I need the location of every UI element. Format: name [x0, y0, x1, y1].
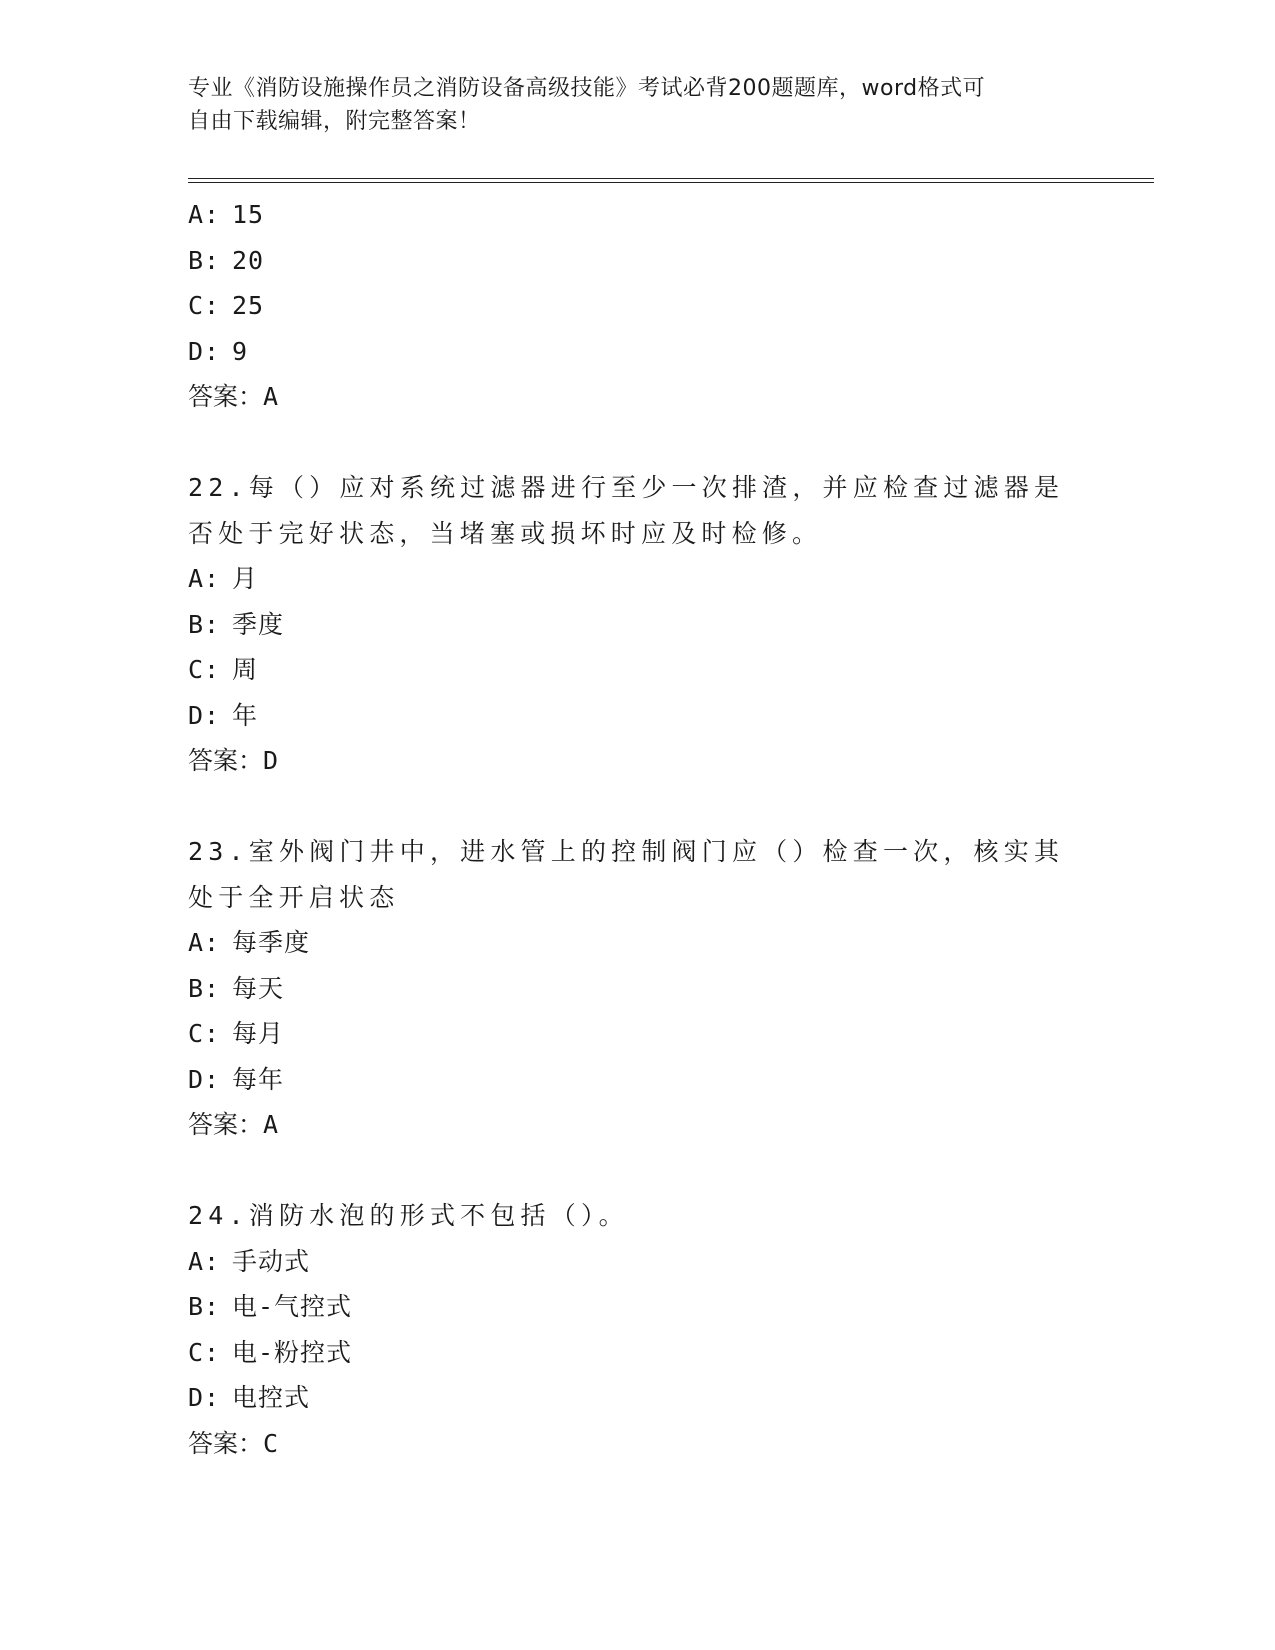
option-text: 每季度 [232, 928, 311, 957]
option-label: D: [188, 1064, 221, 1094]
option-label: B: [188, 1292, 221, 1321]
option-text: 手动式 [232, 1246, 311, 1276]
option-d [188, 1375, 1088, 1421]
option-label: A: [188, 1246, 221, 1276]
question-21-continued [188, 192, 1088, 420]
answer-line [188, 374, 1088, 420]
answer-line [188, 1421, 1088, 1467]
answer-value: C [263, 1428, 279, 1458]
option-text: 15 [232, 200, 265, 229]
option-text: 电-气控式 [232, 1292, 353, 1321]
option-d [188, 1057, 1088, 1103]
option-a [188, 920, 1088, 966]
option-text: 月 [232, 564, 259, 593]
option-text: 每月 [232, 1019, 285, 1048]
option-c [188, 283, 1088, 329]
option-text: 季度 [232, 609, 285, 639]
answer-line [188, 1102, 1088, 1148]
option-text: 20 [232, 245, 265, 275]
option-label: C: [188, 1019, 221, 1048]
option-text: 周 [232, 655, 259, 684]
header-line-2: 自由下载编辑，附完整答案！ [188, 109, 481, 134]
spacer [188, 1148, 1088, 1194]
answer-value: D [263, 746, 279, 775]
question-22 [188, 465, 1088, 784]
option-text: 电-粉控式 [232, 1337, 353, 1367]
option-label: D: [188, 336, 221, 366]
page-header [188, 72, 1068, 138]
option-a [188, 1239, 1088, 1285]
header-line-1: 专业《消防设施操作员之消防设备高级技能》考试必背200题题库，word格式可 [188, 76, 986, 101]
answer-label: 答案： [188, 1110, 264, 1139]
option-d [188, 329, 1088, 375]
option-label: D: [188, 1383, 221, 1412]
answer-label: 答案： [188, 1428, 264, 1458]
option-label: C: [188, 1337, 221, 1367]
option-text: 每天 [232, 973, 285, 1003]
option-c [188, 1330, 1088, 1376]
option-c [188, 1011, 1088, 1057]
option-text: 电控式 [232, 1383, 311, 1412]
question-24 [188, 1193, 1088, 1466]
option-label: C: [188, 291, 221, 320]
question-list [188, 192, 1088, 1466]
question-stem: 23.室外阀门井中，进水管上的控制阀门应（）检查一次，核实其处于全开启状态 [188, 837, 1065, 912]
option-d [188, 693, 1088, 739]
option-text: 25 [232, 291, 265, 320]
answer-value: A [263, 382, 279, 411]
option-c [188, 647, 1088, 693]
option-label: A: [188, 200, 221, 229]
option-a [188, 556, 1088, 602]
answer-label: 答案： [188, 746, 264, 775]
option-b [188, 1284, 1088, 1330]
option-label: B: [188, 973, 221, 1003]
option-label: B: [188, 245, 221, 275]
question-23 [188, 829, 1088, 1148]
option-label: A: [188, 564, 221, 593]
header-rule-top [188, 178, 1154, 179]
answer-value: A [263, 1110, 279, 1139]
option-label: B: [188, 609, 221, 639]
spacer [188, 420, 1088, 466]
header-rule-bottom [188, 182, 1154, 183]
question-stem: 24.消防水泡的形式不包括（）。 [188, 1201, 629, 1230]
option-label: C: [188, 655, 221, 684]
question-stem: 22.每（）应对系统过滤器进行至少一次排渣，并应检查过滤器是否处于完好状态，当堵塞或损坏时应及时检修。 [188, 473, 1065, 548]
option-a [188, 192, 1088, 238]
answer-label: 答案： [188, 382, 264, 411]
option-text: 9 [232, 336, 249, 366]
option-b [188, 602, 1088, 648]
option-label: D: [188, 700, 221, 730]
option-label: A: [188, 928, 221, 957]
spacer [188, 784, 1088, 830]
option-b [188, 238, 1088, 284]
answer-line [188, 738, 1088, 784]
option-text: 年 [232, 700, 259, 730]
option-b [188, 966, 1088, 1012]
option-text: 每年 [232, 1064, 285, 1094]
